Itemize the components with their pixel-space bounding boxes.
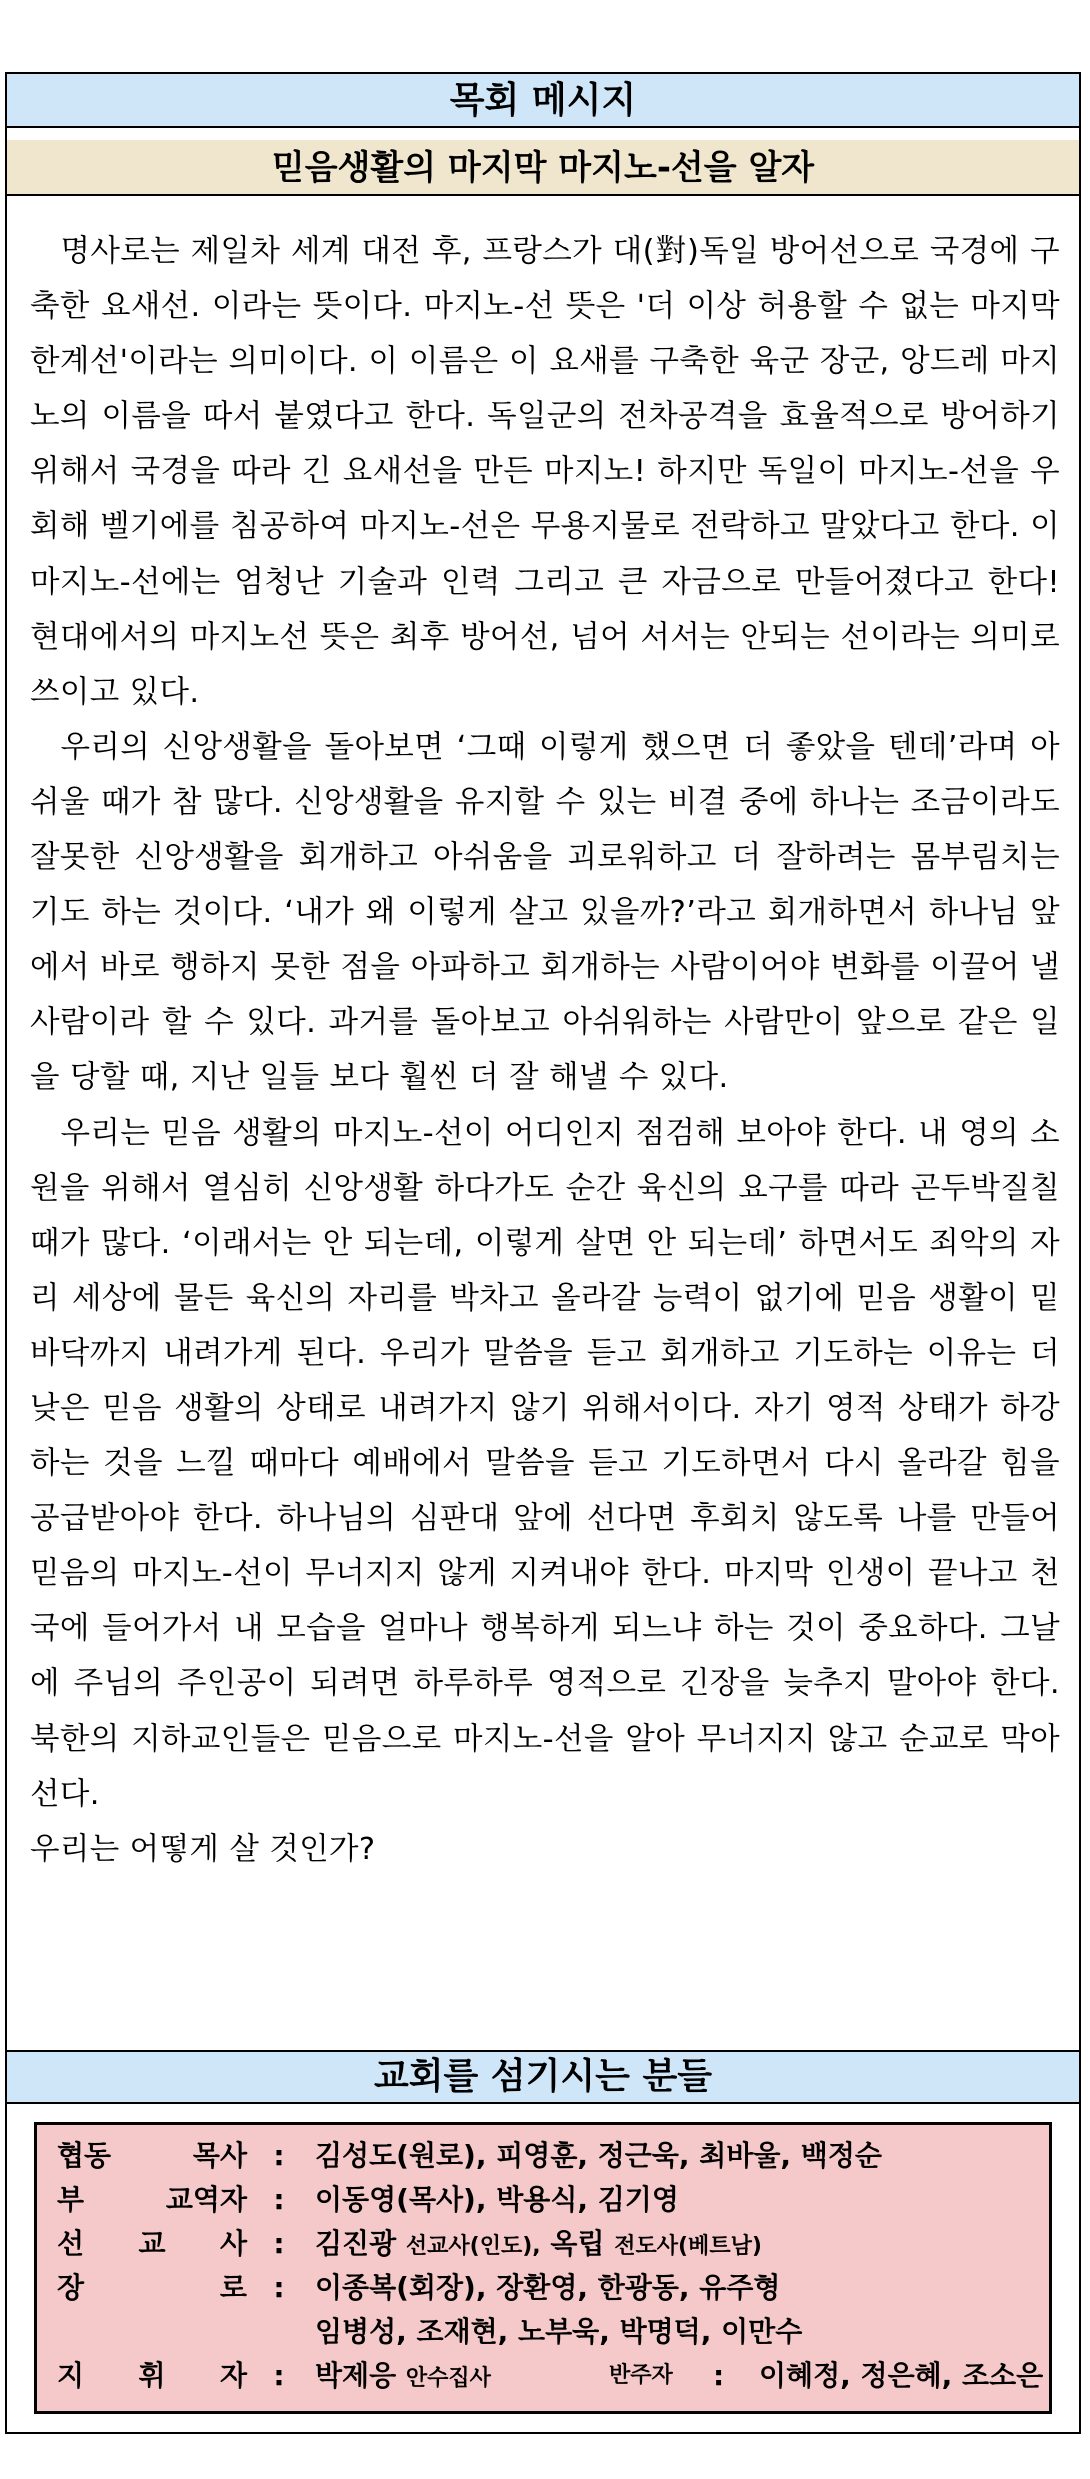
colon: : bbox=[273, 2227, 285, 2260]
colon: : bbox=[273, 2359, 285, 2392]
staff-row-missionary bbox=[37, 2221, 1049, 2267]
conductor-name: 박제응 bbox=[315, 2359, 397, 2392]
role-label: 장 로 bbox=[57, 2271, 247, 2304]
missionary-name: 옥립 bbox=[550, 2227, 605, 2260]
conductor-title: 안수집사 bbox=[405, 2366, 491, 2391]
colon: : bbox=[273, 2271, 285, 2304]
names bbox=[315, 2221, 762, 2270]
names: 임병성, 조재현, 노부욱, 박명덕, 이만수 bbox=[315, 2315, 803, 2348]
staff-row-associate-pastor bbox=[37, 2133, 1049, 2179]
paragraph-1: 명사로는 제일차 세계 대전 후, 프랑스가 대(對)독일 방어선으로 국경에 구축한 요새선. 이라는 뜻이다. 마지노-선 뜻은 '더 이상 허용할 수 없는 마지막 한계선'이라는 의미이다. 이 이름은 이 요새를 구축한 육군 장군, 앙드레 마지노의 이름을 따서 붙였다고 한다. 독일군의 전차공격을 효율적으로 방어하기 위해서 국경을 따라 긴 요새선을 만든 마지노! 하지만 독일이 마지노-선을 우회해 벨기에를 침공하여 마지노-선은 무용지물로 전락하고 말았다고 한다. 이 마지노-선에는 엄청난 기술과 인력 그리고 큰 자금으로 만들어졌다고 한다! 현대에서의 마지노선 뜻은 최후 방어선, 넘어 서서는 안되는 선이라는 의미로 쓰이고 있다. bbox=[30, 234, 1060, 710]
accompanist-names: 이혜정, 정은혜, 조소은 bbox=[759, 2359, 1044, 2392]
missionary-name: 김진광 bbox=[315, 2227, 397, 2260]
staff-row-elders bbox=[37, 2265, 1049, 2311]
missionary-title: 전도사(베트남) bbox=[614, 2234, 762, 2259]
staff-row-elders-continued bbox=[37, 2309, 1049, 2355]
role-label: 부 교역자 bbox=[57, 2183, 247, 2216]
names: 김성도(원로), 피영훈, 정근욱, 최바울, 백정순 bbox=[315, 2139, 882, 2172]
paragraph-3: 우리는 믿음 생활의 마지노-선이 어디인지 점검해 보아야 한다. 내 영의 소원을 위해서 열심히 신앙생활 하다가도 순간 육신의 요구를 따라 곤두박질칠 때가 많다. ‘이래서는 안 되는데, 이렇게 살면 안 되는데’ 하면서도 죄악의 자리 세상에 물든 육신의 자리를 박차고 올라갈 능력이 없기에 믿음 생활이 밑바닥까지 내려가게 된다. 우리가 말씀을 듣고 회개하고 기도하는 이유는 더 낮은 믿음 생활의 상태로 내려가지 않기 위해서이다. 자기 영적 상태가 하강하는 것을 느낄 때마다 예배에서 말씀을 듣고 기도하면서 다시 올라갈 힘을 공급받아야 한다. 하나님의 심판대 앞에 선다면 후회치 않도록 나를 만들어 믿음의 마지노-선이 무너지지 않게 지켜내야 한다. 마지막 인생이 끝나고 천국에 들어가서 내 모습을 얼마나 행복하게 되느냐 하는 것이 중요하다. 그날에 주님의 주인공이 되려면 하루하루 영적으로 긴장을 늦추지 말아야 한다. 북한의 지하교인들은 믿음으로 마지노-선을 알아 무너지지 않고 순교로 막아선다. bbox=[30, 1115, 1060, 1812]
sermon-title: 믿음생활의 마지막 마지노-선을 알자 bbox=[7, 140, 1079, 196]
colon: : bbox=[273, 2183, 285, 2216]
staff-section-title: 교회를 섬기시는 분들 bbox=[7, 2050, 1079, 2104]
missionary-title: 선교사(인도), bbox=[405, 2234, 541, 2259]
staff-row-assistant bbox=[37, 2177, 1049, 2223]
staff-list bbox=[34, 2122, 1052, 2414]
section-title: 목회 메시지 bbox=[7, 74, 1079, 128]
names: 이동영(목사), 박용식, 김기영 bbox=[315, 2183, 679, 2216]
closing-question: 우리는 어떻게 살 것인가? bbox=[30, 1831, 376, 1867]
staff-row-conductor bbox=[37, 2353, 1049, 2399]
accompanist-label: 반주자 bbox=[609, 2363, 673, 2388]
role-label: 협동 목사 bbox=[57, 2139, 247, 2172]
names: 이종복(회장), 장환영, 한광동, 유주형 bbox=[315, 2271, 781, 2304]
role-label: 선 교 사 bbox=[57, 2227, 247, 2260]
colon: : bbox=[273, 2139, 285, 2172]
paragraph-2: 우리의 신앙생활을 돌아보면 ‘그때 이렇게 했으면 더 좋았을 텐데’라며 아쉬울 때가 참 많다. 신앙생활을 유지할 수 있는 비결 중에 하나는 조금이라도 잘못한 신앙생활을 회개하고 아쉬움을 괴로워하고 더 잘하려는 몸부림치는 기도 하는 것이다. ‘내가 왜 이렇게 살고 있을까?’라고 회개하면서 하나님 앞에서 바로 행하지 못한 점을 아파하고 회개하는 사람이어야 변화를 이끌어 낼 사람이라 할 수 있다. 과거를 돌아보고 아쉬워하는 사람만이 앞으로 같은 일을 당할 때, 지난 일들 보다 훨씬 더 잘 해낼 수 있다. bbox=[30, 729, 1060, 1096]
sermon-body bbox=[30, 224, 1060, 1877]
names bbox=[315, 2353, 491, 2402]
colon: : bbox=[713, 2359, 725, 2392]
role-label: 지 휘 자 bbox=[57, 2359, 247, 2392]
